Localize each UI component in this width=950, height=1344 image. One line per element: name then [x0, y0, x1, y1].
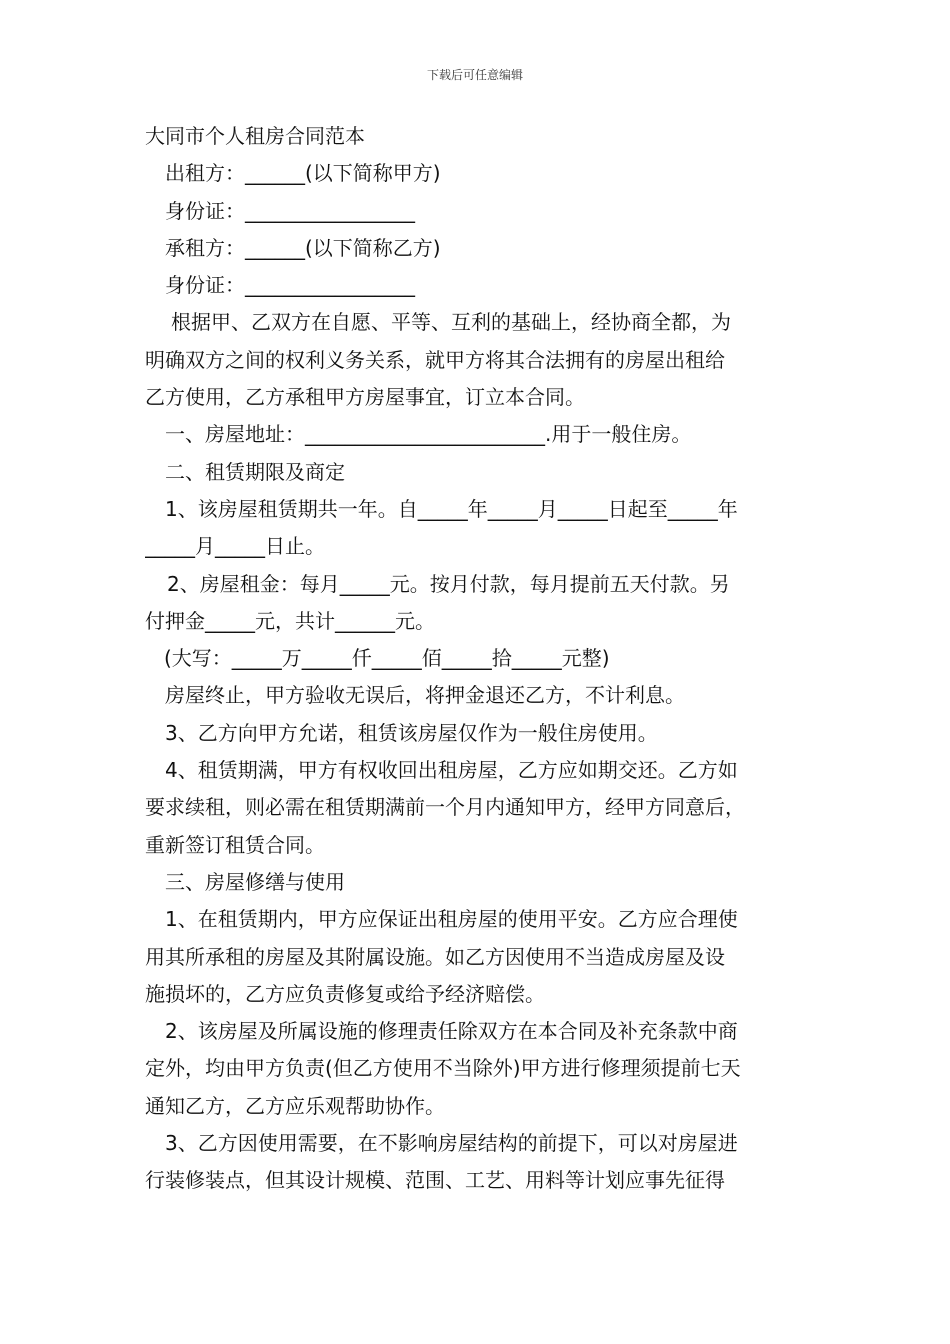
lessor-line: 出租方：______(以下简称甲方) — [165, 161, 441, 186]
clause-line: 房屋终止，甲方验收无误后，将押金退还乙方，不计利息。 — [165, 683, 685, 708]
section-heading: 二、租赁期限及商定 — [165, 459, 345, 484]
clause-line: _____月_____日止。 — [145, 534, 325, 559]
clause-line: 2、房屋租金：每月_____元。按月付款，每月提前五天付款。另 — [167, 571, 730, 596]
clause-line: 要求续租，则必需在租赁期满前一个月内通知甲方，经甲方同意后， — [145, 795, 745, 820]
contract-body — [145, 118, 825, 1200]
preamble-line: 乙方使用，乙方承租甲方房屋事宜，订立本合同。 — [145, 385, 585, 410]
clause-line: (大写：_____万_____仟_____佰_____拾_____元整) — [164, 646, 610, 671]
lessee-id-line: 身份证：_________________ — [165, 273, 415, 298]
clause-line: 行装修装点，但其设计规模、范围、工艺、用料等计划应事先征得 — [145, 1168, 725, 1193]
preamble-line: 明确双方之间的权利义务关系，就甲方将其合法拥有的房屋出租给 — [145, 347, 725, 372]
page-header: 下载后可任意编辑 — [426, 68, 523, 82]
lessor-id-line: 身份证：_________________ — [165, 198, 415, 223]
clause-line: 通知乙方，乙方应乐观帮助协作。 — [145, 1093, 445, 1118]
clause-line: 施损坏的，乙方应负责修复或给予经济赔偿。 — [145, 981, 545, 1006]
section-heading: 一、房屋地址：________________________.用于一般住房。 — [165, 422, 692, 447]
clause-line: 3、乙方因使用需要，在不影响房屋结构的前提下，可以对房屋进 — [165, 1131, 738, 1156]
document-title: 大同市个人租房合同范本 — [145, 124, 365, 148]
clause-line: 4、租赁期满，甲方有权收回出租房屋，乙方应如期交还。乙方如 — [165, 758, 738, 783]
preamble-line: 根据甲、乙双方在自愿、平等、互利的基础上，经协商全都，为 — [171, 310, 731, 335]
clause-line: 2、该房屋及所属设施的修理责任除双方在本合同及补充条款中商 — [165, 1019, 738, 1044]
clause-line: 定外，均由甲方负责(但乙方使用不当除外)甲方进行修理须提前七天 — [145, 1056, 741, 1081]
clause-line: 付押金_____元，共计______元。 — [145, 608, 435, 633]
clause-line: 用其所承租的房屋及其附属设施。如乙方因使用不当造成房屋及设 — [145, 944, 725, 969]
clause-line: 3、乙方向甲方允诺，租赁该房屋仅作为一般住房使用。 — [165, 720, 658, 745]
clause-line: 1、在租赁期内，甲方应保证出租房屋的使用平安。乙方应合理使 — [165, 907, 738, 932]
section-heading: 三、房屋修缮与使用 — [165, 869, 345, 894]
lessee-line: 承租方：______(以下简称乙方) — [165, 235, 441, 260]
clause-line: 1、该房屋租赁期共一年。自_____年_____月_____日起至_____年 — [165, 496, 738, 521]
clause-line: 重新签订租赁合同。 — [145, 832, 325, 857]
